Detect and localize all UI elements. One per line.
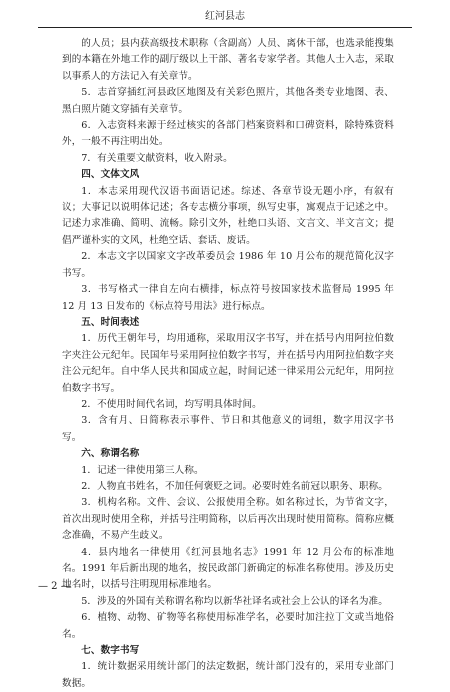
section-heading: 五、时间表述 [81, 316, 140, 328]
paragraph: 6．植物、动物、矿物等名称使用标准学名，必要时加注拉丁文或当地俗名。 [62, 612, 394, 640]
paragraph: 6．入志资料来源于经过核实的各部门档案资料和口碑资料，除特殊资料外，一般不再注明出处。 [62, 120, 394, 148]
paragraph: 2．本志文字以国家文字改革委员会 1986 年 10 月公布的规范简化汉字书写。 [62, 251, 394, 279]
paragraph: 5．涉及的外国有关称谓名称均以新华社译名或社会上公认的译名为准。 [81, 595, 388, 607]
paragraph: 3．书写格式一律自左向右横排，标点符号按国家技术监督局 1995 年 12 月 13 日发布的《标点符号用法》进行标点。 [62, 284, 394, 312]
paragraph: 5．志首穿插红河县政区地图及有关彩色照片，其他各类专业地图、表、黑白照片随文穿插有关章节。 [62, 87, 394, 115]
page-number: — 2 — [38, 581, 71, 592]
body-text [62, 36, 394, 692]
page-header-title: 红河县志 [205, 11, 245, 22]
paragraph: 1．历代王朝年号，均用通称，采取用汉字书写，并在括号内用阿拉伯数字夹注公元纪年。民国年号采用阿拉伯数字书写，并在括号内用阿拉伯数字夹注公元纪年。自中华人民共和国成立起，时间记述一律采用公元纪年，用阿拉伯数字书写。 [62, 333, 394, 394]
section-heading: 六、称谓名称 [81, 448, 140, 460]
paragraph: 2．人物直书姓名，不加任何褒贬之词。必要时姓名前冠以职务、职称。 [81, 480, 388, 492]
section-heading: 四、文体文风 [81, 169, 140, 181]
paragraph: 1．统计数据采用统计部门的法定数据，统计部门没有的，采用专业部门数据。 [62, 661, 394, 689]
paragraph: 7．有关重要文献资料，收入附录。 [81, 152, 233, 164]
paragraph: 3．机构名称。文件、会议、公报使用全称。如名称过长，为节省文字，首次出现时使用全称，并括号注明简称，以后再次出现时使用简称。简称应概念准确，不易产生歧义。 [62, 497, 394, 542]
section-heading: 七、数字书写 [81, 645, 140, 657]
paragraph: 1．记述一律使用第三人称。 [81, 464, 204, 476]
paragraph: 的人员；县内获高级技术职称（含副高）人员、离休干部，也选录能搜集到的本籍在外地工作的副厅级以上干部、著名专家学者。其他人士入志，采取以事系人的方法记入有关章节。 [62, 38, 394, 82]
paragraph: 2．不使用时间代名词，均写明具体时间。 [81, 398, 262, 410]
paragraph: 4．县内地名一律使用《红河县地名志》1991 年 12 月公布的标准地名。1991 年后新出现的地名，按民政部门新确定的标准名称使用。涉及历史地名时，以括号注明现用标准地名。 [62, 546, 394, 591]
paragraph: 1．本志采用现代汉语书面语记述。综述、各章节设无题小序，有叙有议；大事记以说明体记述；各专志横分事项，纵写史事，寓观点于记述之中。记述力求准确、简明、流畅。除引文外，杜绝口头语、文言文、半文言文；提倡严谨朴实的文风，杜绝空话、套话、废话。 [62, 185, 394, 246]
paragraph: 3．含有月、日简称表示事件、节日和其他意义的词组，数字用汉字书写。 [62, 415, 394, 443]
header-rule [38, 27, 412, 28]
